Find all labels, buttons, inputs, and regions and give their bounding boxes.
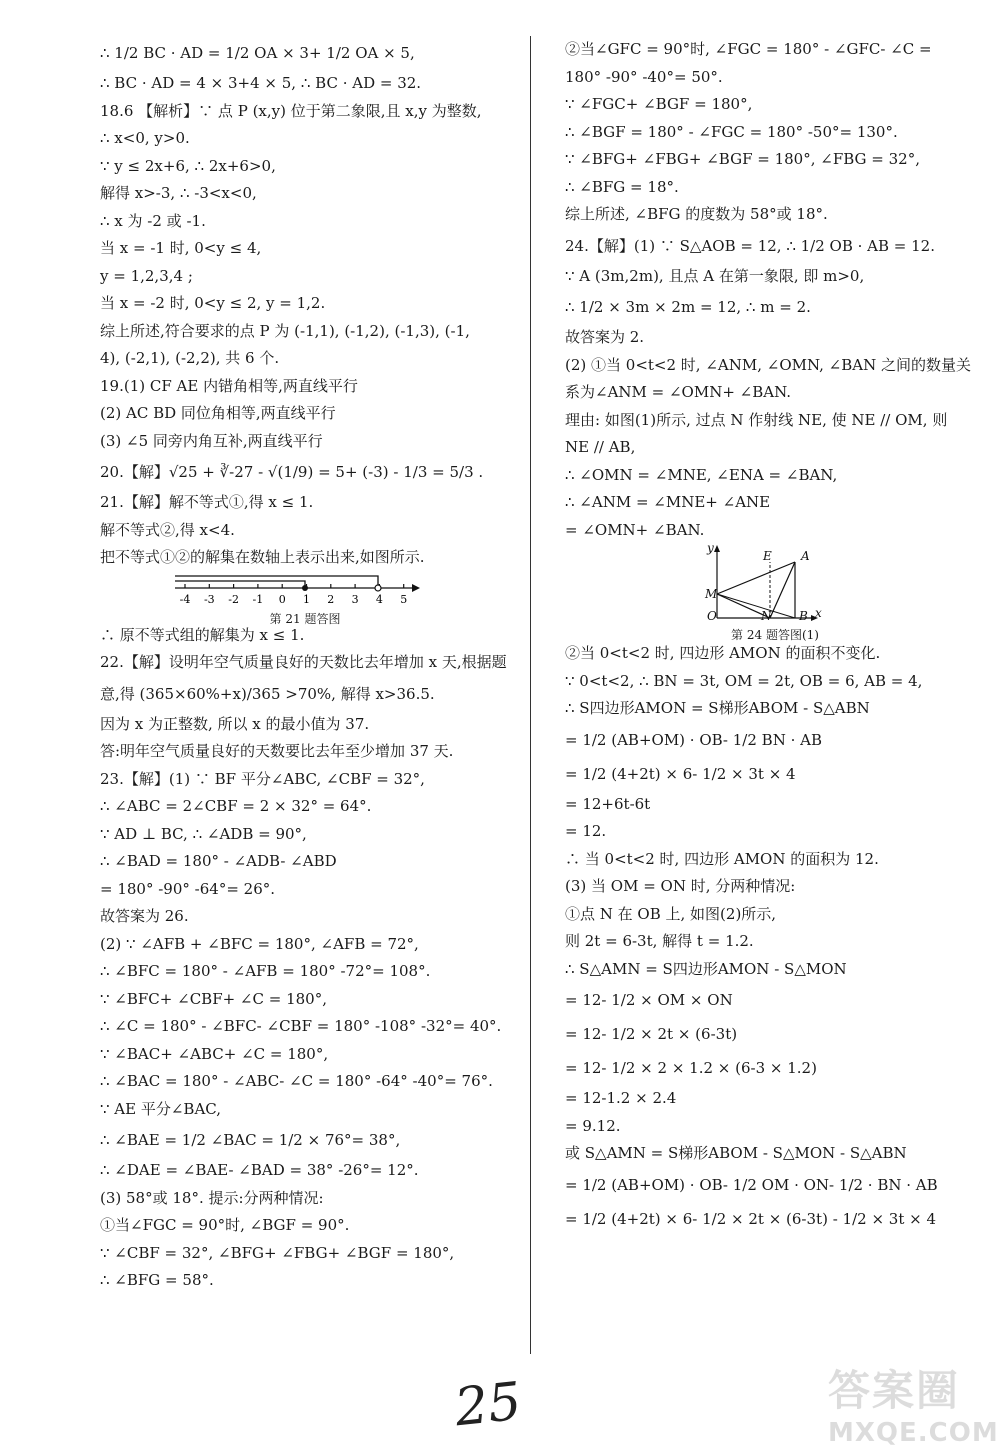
text-line: 180° -90° -40°= 50°. xyxy=(565,67,723,86)
text-line: (2) ①当 0<t<2 时, ∠ANM, ∠OMN, ∠BAN 之间的数量关 xyxy=(565,355,972,374)
text-line: ∴ ∠BFG = 58°. xyxy=(100,1271,214,1289)
geometry-point-label: N xyxy=(761,609,772,622)
text-line: ①点 N 在 OB 上, 如图(2)所示, xyxy=(565,904,777,923)
text-line: = 1/2 (4+2t) × 6- 1/2 × 3t × 4 xyxy=(565,764,796,783)
text-line: 理由: 如图(1)所示, 过点 N 作射线 NE, 使 NE // OM, 则 xyxy=(565,410,948,429)
geometry-figure xyxy=(565,544,985,640)
text-line: ②当 0<t<2 时, 四边形 AMON 的面积不变化. xyxy=(565,644,881,662)
number-line-tick-label: 3 xyxy=(351,592,359,606)
text-line: 故答案为 26. xyxy=(100,907,189,925)
text-line: ∴ ∠BFC = 180° - ∠AFB = 180° -72°= 108°. xyxy=(100,962,431,980)
text-line: ∵ ∠BFG+ ∠FBG+ ∠BGF = 180°, ∠FBG = 32°, xyxy=(565,150,920,168)
text-line: = 12. xyxy=(565,822,607,840)
text-line: 18.6 【解析】∵ 点 P (x,y) 位于第二象限,且 x,y 为整数, xyxy=(100,101,482,120)
text-line: ∴ 原不等式组的解集为 x ≤ 1. xyxy=(100,625,305,644)
text-line: 24.【解】(1) ∵ S△AOB = 12, ∴ 1/2 OB · AB = 12. xyxy=(565,236,935,255)
text-line: 意,得 (365×60%+x)/365 >70%, 解得 x>36.5. xyxy=(100,684,435,703)
geometry-svg xyxy=(565,544,985,622)
geometry-point-label: O xyxy=(707,609,717,622)
text-line: = 12-1.2 × 2.4 xyxy=(565,1089,677,1107)
text-line: 答:明年空气质量良好的天数要比去年至少增加 37 天. xyxy=(100,742,454,760)
text-line: ∴ ∠DAE = ∠BAE- ∠BAD = 38° -26°= 12°. xyxy=(100,1161,419,1179)
text-line: 当 x = -2 时, 0<y ≤ 2, y = 1,2. xyxy=(100,294,326,312)
open-dot-at-4 xyxy=(375,585,381,591)
right-column xyxy=(565,36,985,1236)
text-line: ∴ ∠C = 180° - ∠BFC- ∠CBF = 180° -108° -32°= 40°. xyxy=(100,1017,502,1035)
text-line: 系为∠ANM = ∠OMN+ ∠BAN. xyxy=(565,383,792,401)
text-line: y = 1,2,3,4 ; xyxy=(100,266,193,285)
text-line: 4), (-2,1), (-2,2), 共 6 个. xyxy=(100,349,280,367)
text-line: = 1/2 (4+2t) × 6- 1/2 × 2t × (6-3t) - 1/2 × 3t × 4 xyxy=(565,1209,936,1228)
number-line-tick-label: 0 xyxy=(278,592,286,606)
text-line: ∵ AE 平分∠BAC, xyxy=(100,1099,221,1118)
text-line: = 9.12. xyxy=(565,1116,621,1135)
text-line: ∴ x<0, y>0. xyxy=(100,129,190,147)
geometry-point-label: M xyxy=(705,587,718,601)
text-line: ∵ ∠BFC+ ∠CBF+ ∠C = 180°, xyxy=(100,989,327,1008)
text-line: 21.【解】解不等式①,得 x ≤ 1. xyxy=(100,493,314,511)
text-line: = 180° -90° -64°= 26°. xyxy=(100,879,276,898)
text-line: ∴ S四边形AMON = S梯形ABOM - S△ABN xyxy=(565,699,870,717)
watermark-logo xyxy=(828,1358,999,1448)
number-line-tick-label: -3 xyxy=(203,592,215,606)
text-line: 把不等式①②的解集在数轴上表示出来,如图所示. xyxy=(100,548,425,566)
text-line: ∴ ∠BAD = 180° - ∠ADB- ∠ABD xyxy=(100,852,337,870)
text-line: ∴ BC · AD = 4 × 3+4 × 5, ∴ BC · AD = 32. xyxy=(100,74,422,92)
text-line: ∴ 当 0<t<2 时, 四边形 AMON 的面积为 12. xyxy=(565,849,879,868)
text-line: = 1/2 (AB+OM) · OB- 1/2 OM · ON- 1/2 · BN · AB xyxy=(565,1175,938,1194)
text-line: = ∠OMN+ ∠BAN. xyxy=(565,520,705,539)
text-line: 故答案为 2. xyxy=(565,328,645,346)
text-line: ∴ ∠BGF = 180° - ∠FGC = 180° -50°= 130°. xyxy=(565,122,898,141)
text-line: ②当∠GFC = 90°时, ∠FGC = 180° - ∠GFC- ∠C = xyxy=(565,40,932,58)
text-line: 综上所述, ∠BFG 的度数为 58°或 18°. xyxy=(565,205,828,223)
text-line: (3) 当 OM = ON 时, 分两种情况: xyxy=(565,877,796,895)
number-line-svg xyxy=(100,572,510,606)
text-line: 23.【解】(1) ∵ BF 平分∠ABC, ∠CBF = 32°, xyxy=(100,769,425,788)
geometry-point-label: B xyxy=(799,609,808,622)
page-number: 25 xyxy=(452,1371,525,1439)
text-line: ∴ ∠OMN = ∠MNE, ∠ENA = ∠BAN, xyxy=(565,465,838,484)
number-line-tick-label: -4 xyxy=(179,592,191,606)
geometry-point-label: E xyxy=(763,549,772,563)
number-line-figure xyxy=(100,572,510,626)
text-line: 当 x = -1 时, 0<y ≤ 4, xyxy=(100,239,262,257)
number-line-caption: 第 21 题答图 xyxy=(269,611,341,626)
text-line: (3) 58°或 18°. 提示:分两种情况: xyxy=(100,1188,324,1207)
text-line: ∴ x 为 -2 或 -1. xyxy=(100,211,206,230)
text-line: ①当∠FGC = 90°时, ∠BGF = 90°. xyxy=(100,1216,350,1234)
text-line: (3) ∠5 同旁内角互补,两直线平行 xyxy=(100,431,323,450)
text-line: 解不等式②,得 x<4. xyxy=(100,520,235,539)
text-line: = 12- 1/2 × OM × ON xyxy=(565,991,733,1009)
text-line: 20.【解】√25 + ∛-27 - √(1/9) = 5+ (-3) - 1/3 = 5/3 . xyxy=(100,463,484,481)
number-line-tick-label: -1 xyxy=(252,592,264,606)
text-line: ∵ 0<t<2, ∴ BN = 3t, OM = 2t, OB = 6, AB = 4, xyxy=(565,671,923,690)
text-line: ∵ A (3m,2m), 且点 A 在第一象限, 即 m>0, xyxy=(565,266,865,285)
text-line: 19.(1) CF AE 内错角相等,两直线平行 xyxy=(100,376,358,395)
text-line: ∴ ∠BAC = 180° - ∠ABC- ∠C = 180° -64° -40°= 76°. xyxy=(100,1072,493,1090)
text-line: (2) ∵ ∠AFB + ∠BFC = 180°, ∠AFB = 72°, xyxy=(100,934,419,953)
text-line: = 12- 1/2 × 2t × (6-3t) xyxy=(565,1025,738,1043)
text-line: ∴ 1/2 × 3m × 2m = 12, ∴ m = 2. xyxy=(565,298,811,316)
text-line: 因为 x 为正整数, 所以 x 的最小值为 37. xyxy=(100,714,370,733)
number-line-tick-label: 4 xyxy=(375,592,383,606)
text-line: ∴ 1/2 BC · AD = 1/2 OA × 3+ 1/2 OA × 5, xyxy=(100,44,415,62)
watermark-top: 答案圈 xyxy=(828,1366,961,1415)
text-line: 解得 x>-3, ∴ -3<x<0, xyxy=(100,184,257,202)
text-line: ∴ ∠BAE = 1/2 ∠BAC = 1/2 × 76°= 38°, xyxy=(100,1131,401,1149)
closed-dot-at-1 xyxy=(302,585,308,591)
text-line: ∵ ∠CBF = 32°, ∠BFG+ ∠FBG+ ∠BGF = 180°, xyxy=(100,1243,455,1262)
text-line: ∵ AD ⊥ BC, ∴ ∠ADB = 90°, xyxy=(100,824,307,843)
text-line: 或 S△AMN = S梯形ABOM - S△MON - S△ABN xyxy=(565,1144,907,1162)
text-line: = 12+6t-6t xyxy=(565,794,651,813)
text-line: NE // AB, xyxy=(565,438,636,456)
text-line: ∴ ∠BFG = 18°. xyxy=(565,177,679,196)
geometry-point-label: x xyxy=(815,606,822,620)
left-column xyxy=(100,36,510,1295)
geometry-point-label: y xyxy=(707,544,714,555)
number-line-tick-label: 2 xyxy=(327,592,335,606)
watermark-bottom: MXQE.COM xyxy=(828,1418,999,1448)
text-line: 则 2t = 6-3t, 解得 t = 1.2. xyxy=(565,932,754,950)
text-line: ∵ ∠BAC+ ∠ABC+ ∠C = 180°, xyxy=(100,1044,329,1063)
number-line-tick-label: -2 xyxy=(228,592,239,606)
text-line: 综上所述,符合要求的点 P 为 (-1,1), (-1,2), (-1,3), (-1, xyxy=(100,321,470,340)
geometry-point-label: A xyxy=(801,549,810,563)
text-line: ∴ ∠ABC = 2∠CBF = 2 × 32° = 64°. xyxy=(100,797,372,815)
number-line-tick-label: 1 xyxy=(303,592,310,606)
text-line: 22.【解】设明年空气质量良好的天数比去年增加 x 天,根据题 xyxy=(100,653,507,671)
geometry-caption: 第 24 题答图(1) xyxy=(731,628,819,642)
text-line: ∴ S△AMN = S四边形AMON - S△MON xyxy=(565,959,847,978)
text-line: = 12- 1/2 × 2 × 1.2 × (6-3 × 1.2) xyxy=(565,1059,817,1077)
number-line-tick-label: 5 xyxy=(400,592,408,606)
text-line: ∵ y ≤ 2x+6, ∴ 2x+6>0, xyxy=(100,156,276,175)
column-divider xyxy=(530,36,531,1354)
text-line: ∴ ∠ANM = ∠MNE+ ∠ANE xyxy=(565,493,771,511)
text-line: = 1/2 (AB+OM) · OB- 1/2 BN · AB xyxy=(565,730,822,749)
text-line: ∵ ∠FGC+ ∠BGF = 180°, xyxy=(565,95,753,113)
text-line: (2) AC BD 同位角相等,两直线平行 xyxy=(100,404,336,422)
